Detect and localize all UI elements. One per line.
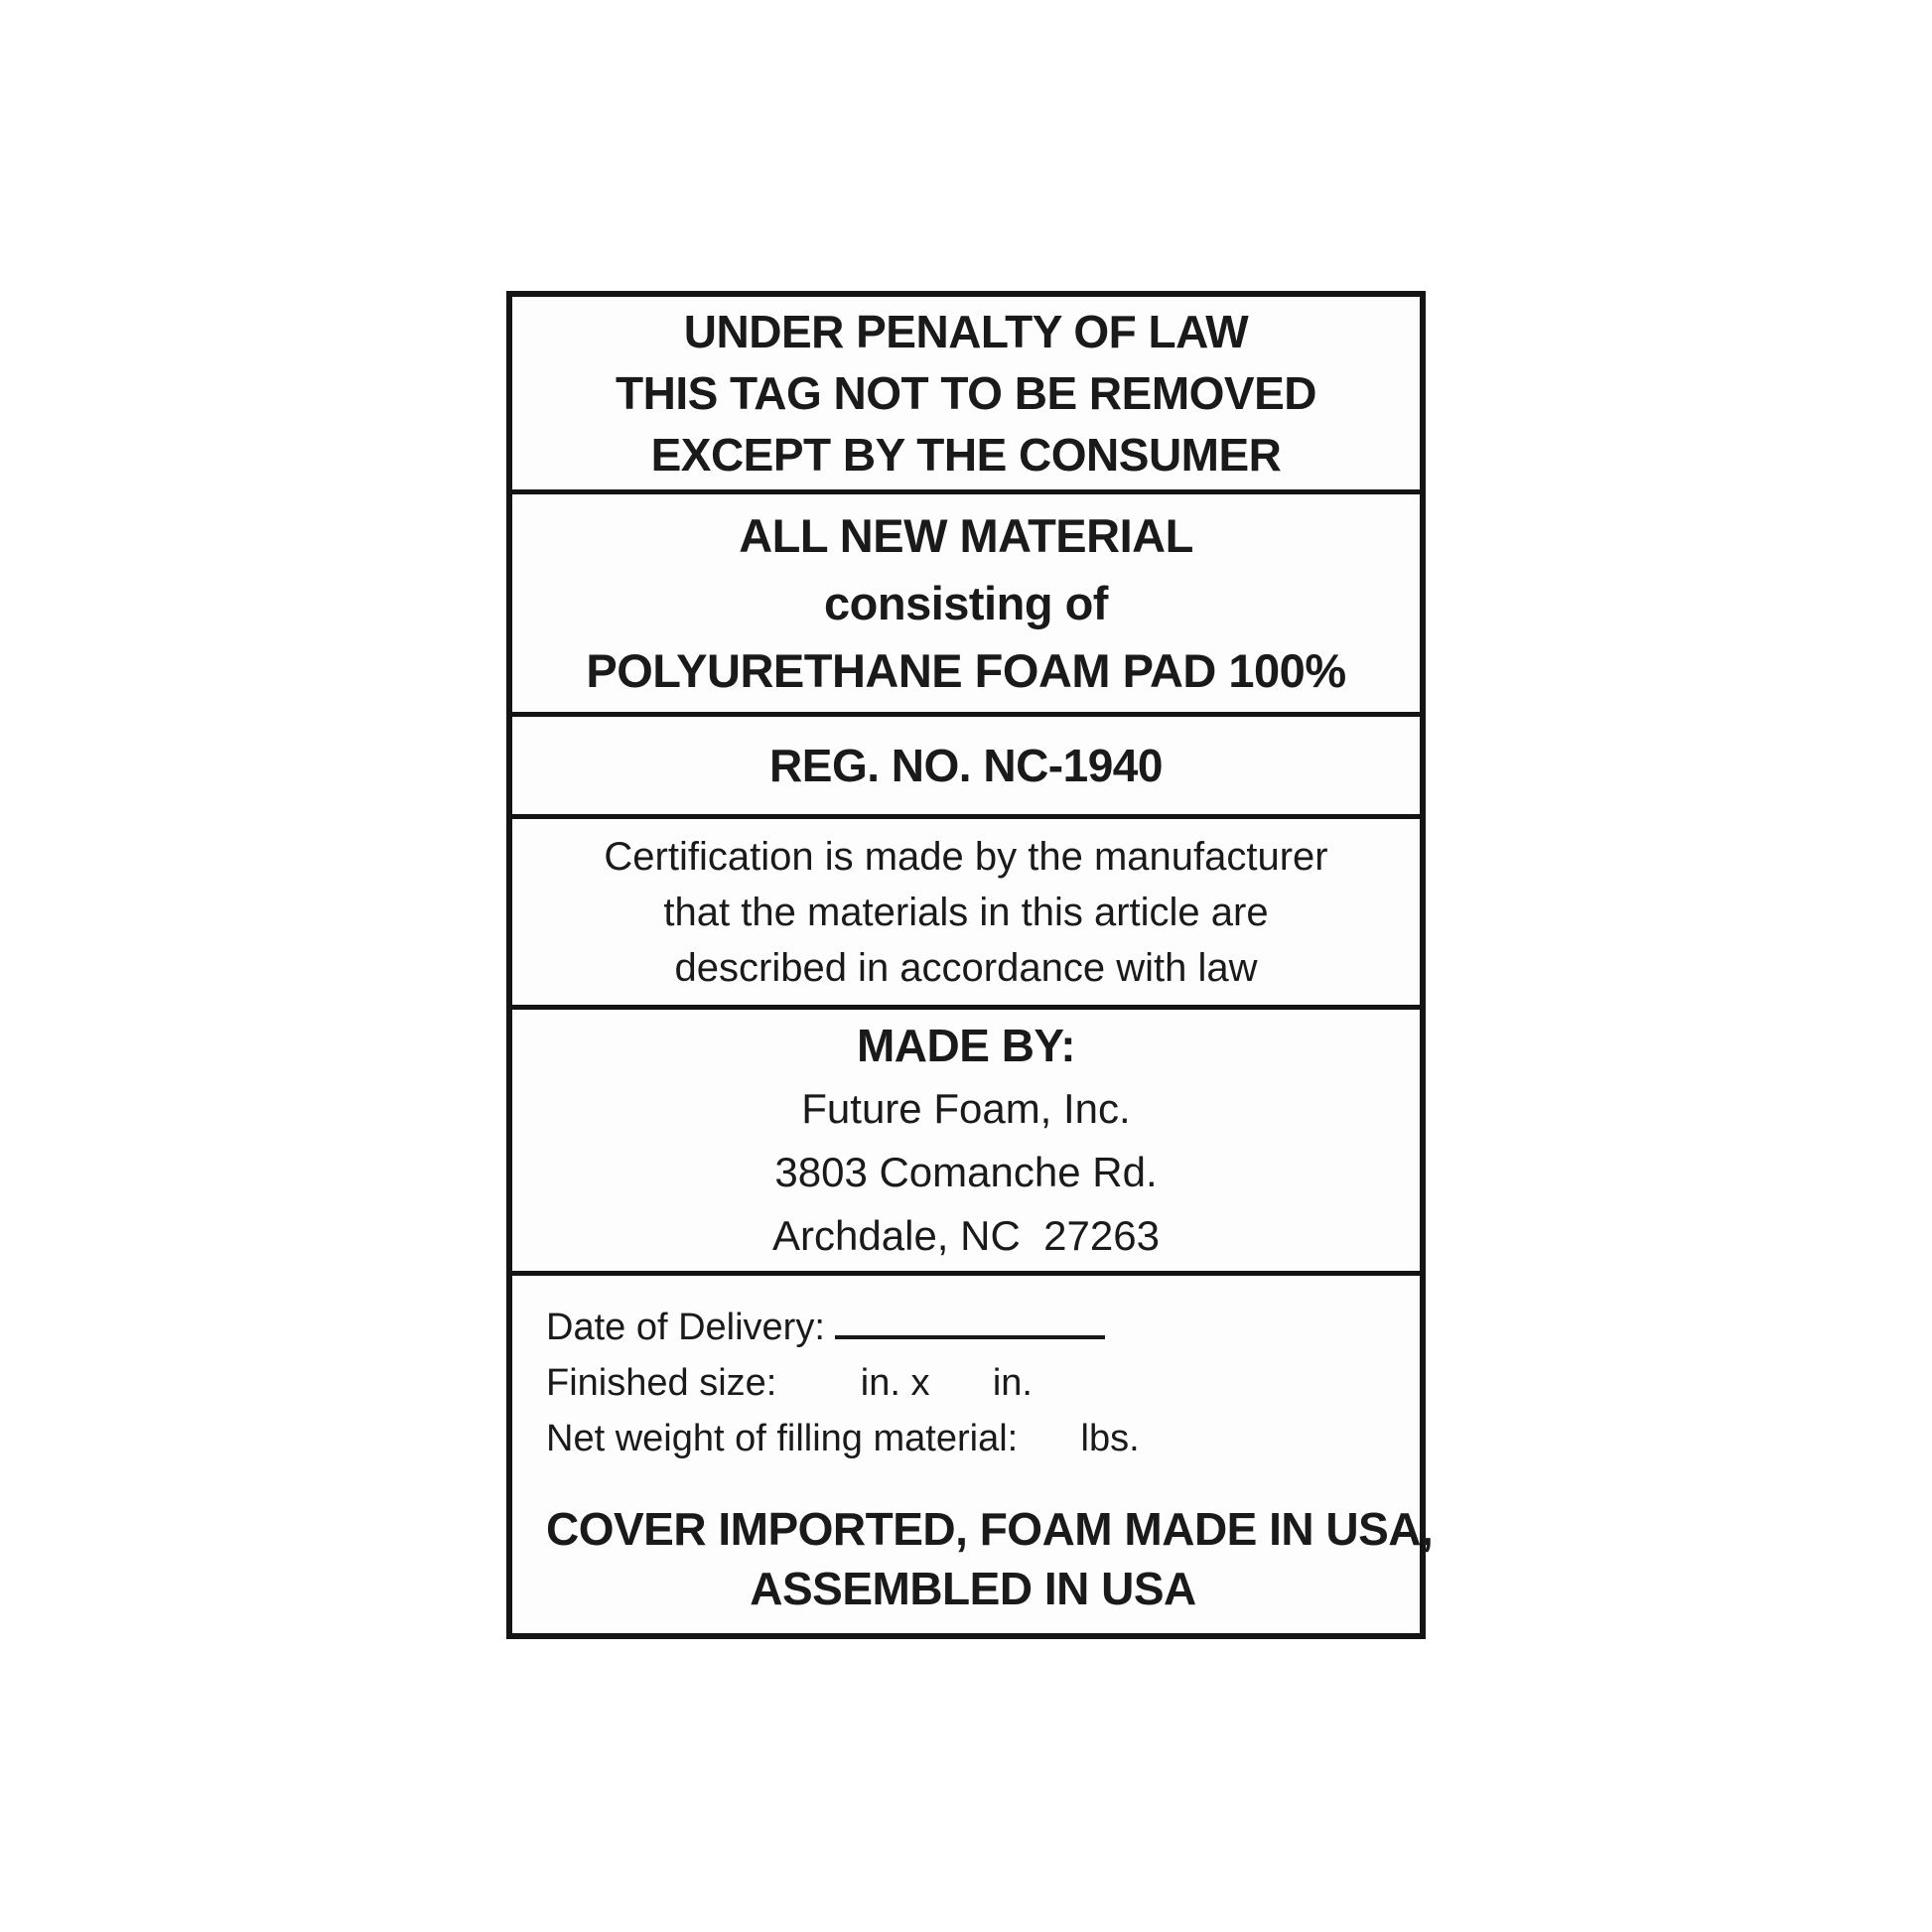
- origin-line-1: COVER IMPORTED, FOAM MADE IN USA,: [546, 1503, 1434, 1555]
- material-content-section: [512, 489, 1420, 712]
- manufacturer-name: Future Foam, Inc.: [801, 1084, 1131, 1132]
- net-weight-row: Net weight of filling material: lbs.: [546, 1418, 1140, 1459]
- material-line-1: ALL NEW MATERIAL: [739, 508, 1193, 562]
- registration-section: [512, 712, 1420, 814]
- material-line-3: POLYURETHANE FOAM PAD 100%: [586, 643, 1346, 697]
- manufacturer-city-state-zip: Archdale, NC 27263: [772, 1211, 1160, 1259]
- registration-number: REG. NO. NC-1940: [769, 740, 1163, 791]
- origin-line-2: ASSEMBLED IN USA: [750, 1563, 1196, 1614]
- penalty-line-1: UNDER PENALTY OF LAW: [683, 306, 1249, 357]
- date-of-delivery-row: [546, 1300, 1400, 1355]
- material-line-2: consisting of: [824, 576, 1108, 629]
- certification-line-1: Certification is made by the manufacturer: [604, 834, 1328, 879]
- penalty-warning-section: [512, 297, 1420, 489]
- certification-line-3: described in accordance with law: [674, 945, 1258, 990]
- date-blank-line: [835, 1310, 1105, 1339]
- certification-line-2: that the materials in this article are: [663, 890, 1269, 934]
- penalty-line-2: THIS TAG NOT TO BE REMOVED: [616, 367, 1316, 419]
- origin-statement: [546, 1499, 1434, 1618]
- finished-size-row: Finished size: in. x in.: [546, 1362, 1033, 1404]
- date-of-delivery-label: Date of Delivery:: [546, 1307, 825, 1348]
- manufacturer-street: 3803 Comanche Rd.: [774, 1148, 1158, 1195]
- made-by-section: [512, 1005, 1420, 1271]
- law-label-tag: [506, 291, 1434, 1639]
- fill-in-section: [512, 1271, 1434, 1632]
- penalty-line-3: EXCEPT BY THE CONSUMER: [650, 429, 1282, 481]
- certification-section: [512, 814, 1420, 1005]
- made-by-heading: MADE BY:: [856, 1019, 1076, 1071]
